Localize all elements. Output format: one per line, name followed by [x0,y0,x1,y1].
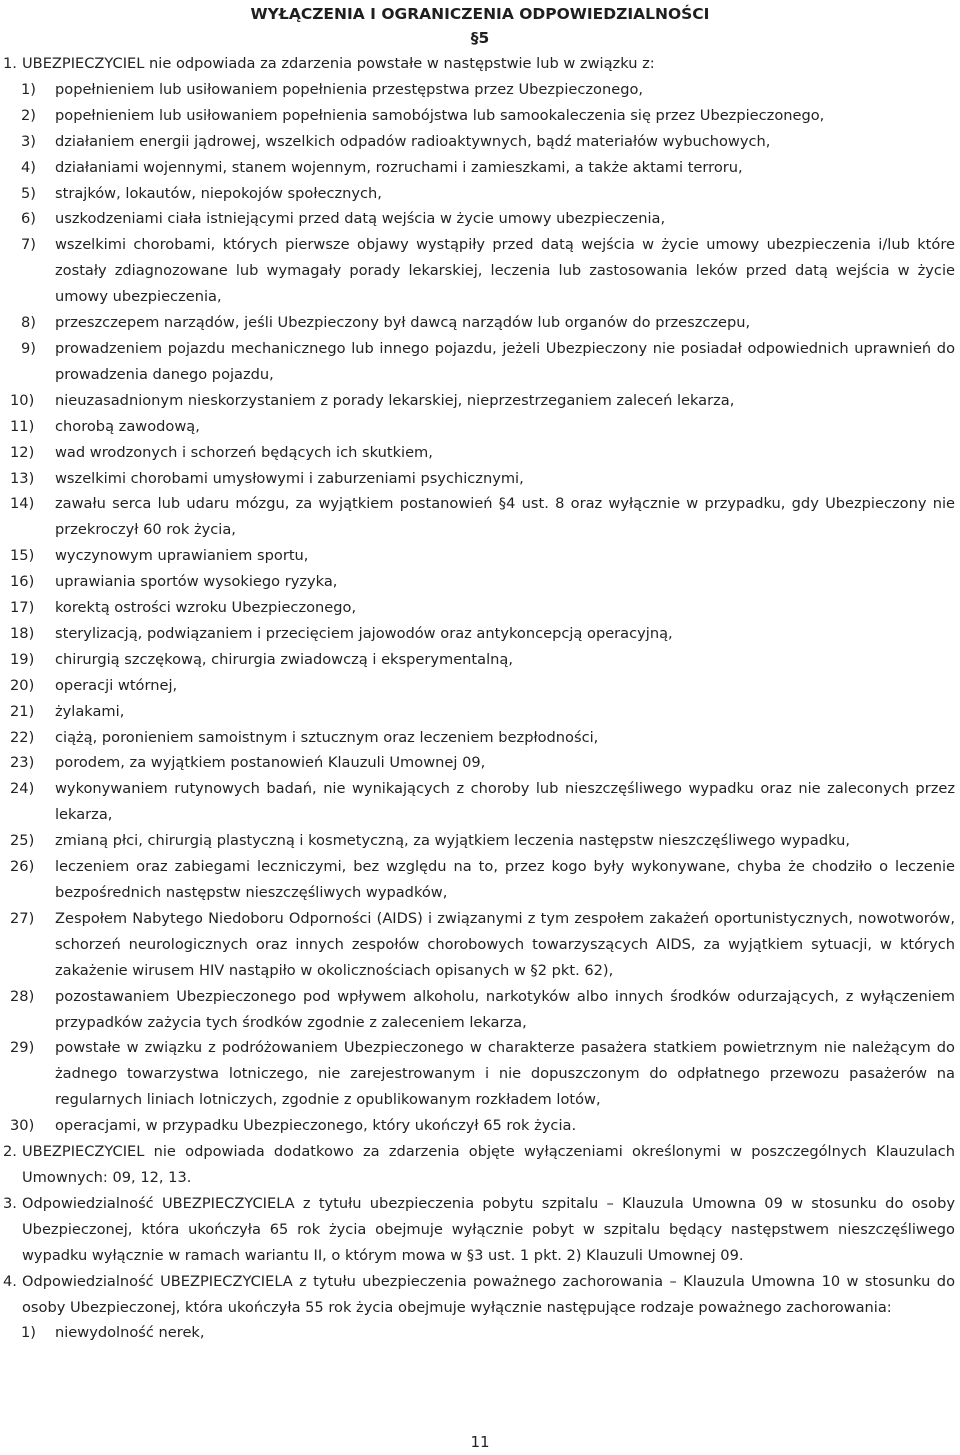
list-item [0,776,955,828]
list-item-number: 23) [10,754,35,772]
section-number: 3. [3,1194,17,1212]
list-item-text: niewydolność nerek, [55,1324,205,1342]
list-item-text: korektą ostrości wzroku Ubezpieczonego, [55,599,357,617]
list-item-number: 12) [10,443,35,461]
list-item-text: porodem, za wyjątkiem postanowień Klauzuli Umownej 09, [55,754,486,772]
list-item-number: 18) [10,624,35,642]
list-item-text: zmianą płci, chirurgią plastyczną i kosmetyczną, za wyjątkiem leczenia następstw nieszczęśliwego wypadku, [55,832,851,850]
list-item [0,673,955,699]
list-item [0,336,955,388]
list-item-number: 15) [10,547,35,565]
section-number: 2. [3,1143,17,1161]
list-item-number: 26) [10,858,35,876]
list-item [0,155,955,181]
list-item-text: wszelkimi chorobami umysłowymi i zaburzeniami psychicznymi, [55,469,524,487]
list-item [0,699,955,725]
section-2 [0,1139,955,1191]
list-item-number: 10) [10,391,35,409]
section-1 [0,51,955,1139]
list-item-number: 16) [10,573,35,591]
section-text: Odpowiedzialność UBEZPIECZYCIELA z tytułu ubezpieczenia poważnego zachorowania – Klauzula Umowna 10 w stosunku do osoby Ubezpieczonej, która ukończyła 55 rok życia obejmuje wyłącznie następujące rodzaje poważnego zachorowania: [22,1272,955,1316]
list-item-text: ciążą, poronieniem samoistnym i sztucznym oraz leczeniem bezpłodności, [55,728,599,746]
list-item [0,984,955,1036]
list-item-text: pozostawaniem Ubezpieczonego pod wpływem alkoholu, narkotyków albo innych środków odurzających, z wyłączeniem przypadków zażycia tych środków zgodnie z zaleceniem lekarza, [55,987,955,1031]
list-item-number: 30) [10,1117,35,1135]
list-item-text: chorobą zawodową, [55,417,200,435]
list-item [0,647,955,673]
list-item [0,725,955,751]
list-item [0,206,955,232]
list-item-text: wykonywaniem rutynowych badań, nie wynikających z choroby lub nieszczęśliwego wypadku oraz nie zaleconych przez lekarza, [55,780,955,824]
list-item-text: działaniami wojennymi, stanem wojennym, rozruchami i zamieszkami, a także aktami terroru, [55,158,743,176]
list-item-text: uszkodzeniami ciała istniejącymi przed datą wejścia w życie umowy ubezpieczenia, [55,210,666,228]
list-item [0,854,955,906]
exclusion-list [0,1320,955,1346]
exclusion-list [0,77,955,1139]
list-item [0,310,955,336]
list-item-text: chirurgią szczękową, chirurgia zwiadowczą i eksperymentalną, [55,650,513,668]
section-3 [0,1191,955,1269]
list-item [0,440,955,466]
list-item [0,750,955,776]
list-item [0,103,955,129]
list-item [0,828,955,854]
list-item-number: 14) [10,495,35,513]
list-item-number: 8) [21,314,36,332]
list-item [0,1035,955,1113]
section-text: UBEZPIECZYCIEL nie odpowiada dodatkowo za zdarzenia objęte wyłączeniami określonymi w poszczególnych Klauzulach Umownych: 09, 12, 13. [22,1143,955,1186]
list-item-number: 3) [21,132,36,150]
section-body [10,51,955,1139]
list-item-text: sterylizacją, podwiązaniem i przecięciem jajowodów oraz antykoncepcją operacyjną, [55,624,673,642]
section-body [22,1269,955,1347]
list-item-text: wad wrodzonych i schorzeń będących ich skutkiem, [55,443,433,461]
list-item-text: strajków, lokautów, niepokojów społecznych, [55,184,382,202]
list-item [0,621,955,647]
list-item-text: popełnieniem lub usiłowaniem popełnienia samobójstwa lub samookaleczenia się przez Ubezpieczonego, [55,106,825,124]
list-item [0,491,955,543]
section-body [22,1191,955,1269]
list-item-number: 4) [21,158,36,176]
list-item [0,569,955,595]
list-item-number: 20) [10,676,35,694]
list-item-text: popełnieniem lub usiłowaniem popełnienia przestępstwa przez Ubezpieczonego, [55,80,644,98]
section-number: 4. [3,1272,17,1290]
list-item-number: 6) [21,210,36,228]
list-item-number: 1) [21,1324,36,1342]
section-number: 1. [3,55,17,72]
list-item-text: zawału serca lub udaru mózgu, za wyjątkiem postanowień §4 ust. 8 oraz wyłącznie w przypadku, gdy Ubezpieczony nie przekroczył 60 rok życia, [55,495,955,539]
section-text: Odpowiedzialność UBEZPIECZYCIELA z tytułu ubezpieczenia pobytu szpitalu – Klauzula Umowna 09 w stosunku do osoby Ubezpieczonej, która ukończyła 65 rok życia obejmuje wyłącznie pobyt w szpitalu będący następstwem nieszczęśliwego wypadku wyłącznie w ramach wariantu II, o którym mowa w §3 ust. 1 pkt. 2) Klauzuli Umownej 09. [22,1194,955,1264]
list-item-text: żylakami, [55,702,125,720]
list-item [0,129,955,155]
list-item [0,1113,955,1139]
list-item-text: prowadzeniem pojazdu mechanicznego lub innego pojazdu, jeżeli Ubezpieczony nie posiadał odpowiednich uprawnień do prowadzenia danego pojazdu, [55,339,955,383]
list-item [0,181,955,207]
list-item [0,595,955,621]
list-item-number: 27) [10,909,35,927]
list-item-text: wszelkimi chorobami, których pierwsze objawy wystąpiły przed datą wejścia w życie umowy ubezpieczenia i/lub które zostały zdiagnozowane lub wymagały porady lekarskiej, leczenia lub zastosowania leków przed datą wejścia w życie umowy ubezpieczenia, [55,236,955,306]
list-item [0,543,955,569]
section-heading: WYŁĄCZENIA I OGRANICZENIA ODPOWIEDZIALNOŚCI [250,5,710,23]
list-item-number: 22) [10,728,35,746]
list-item-text: leczeniem oraz zabiegami leczniczymi, bez względu na to, przez kogo były wykonywane, chyba że chodziło o leczenie bezpośrednich następstw nieszczęśliwych wypadków, [55,858,955,901]
page-number: 11 [470,1433,490,1451]
list-item-number: 5) [21,184,36,202]
list-item-number: 1) [21,80,36,98]
list-item-number: 13) [10,469,35,487]
list-item-text: uprawiania sportów wysokiego ryzyka, [55,573,338,591]
section-body [22,1139,955,1191]
document-body [0,51,955,1346]
list-item [0,77,955,103]
list-item-text: Zespołem Nabytego Niedoboru Odporności (AIDS) i związanymi z tym zespołem zakażeń oportunistycznych, nowotworów, schorzeń neurologicznych oraz innych zespołów chorobowych towarzyszących AIDS, za wyjątkiem sytuacji, w których zakażenie wirusem HIV nastąpiło w okolicznościach opisanych w §2 pkt. 62), [55,909,955,979]
list-item-text: działaniem energii jądrowej, wszelkich odpadów radioaktywnych, bądź materiałów wybuchowych, [55,132,771,150]
list-item-number: 2) [21,106,36,124]
list-item-text: operacjami, w przypadku Ubezpieczonego, który ukończył 65 rok życia. [55,1117,577,1135]
list-item-number: 9) [21,339,36,357]
list-item [0,1320,955,1346]
section-4 [0,1269,955,1347]
paragraph-sign: §5 [470,29,490,47]
list-item-text: powstałe w związku z podróżowaniem Ubezpieczonego w charakterze pasażera statkiem powietrznym nie należącym do żadnego towarzystwa lotniczego, nie zarejestrowanym i nie dopuszczonym do odpłatnego przewozu pasażerów na regularnych liniach lotniczych, zgodnie z opublikowanym rozkładem lotów, [55,1039,955,1109]
list-item-text: przeszczepem narządów, jeśli Ubezpieczony był dawcą narządów lub organów do przeszczepu, [55,314,751,332]
list-item-text: wyczynowym uprawianiem sportu, [55,547,309,565]
list-item-number: 29) [10,1039,35,1057]
list-item [0,388,955,414]
list-item-number: 21) [10,702,35,720]
list-item-number: 25) [10,832,35,850]
list-item-text: operacji wtórnej, [55,676,178,694]
list-item-number: 17) [10,599,35,617]
list-item [0,466,955,492]
list-item [0,232,955,310]
list-item-number: 7) [21,236,36,254]
list-item-number: 11) [10,417,35,435]
list-item [0,906,955,984]
list-item-text: nieuzasadnionym nieskorzystaniem z porady lekarskiej, nieprzestrzeganiem zaleceń lekarza, [55,391,735,409]
section-text: UBEZPIECZYCIEL nie odpowiada za zdarzenia powstałe w następstwie lub w związku z: [22,55,655,72]
list-item-number: 19) [10,650,35,668]
list-item [0,414,955,440]
list-item-number: 24) [10,780,35,798]
list-item-number: 28) [10,987,35,1005]
